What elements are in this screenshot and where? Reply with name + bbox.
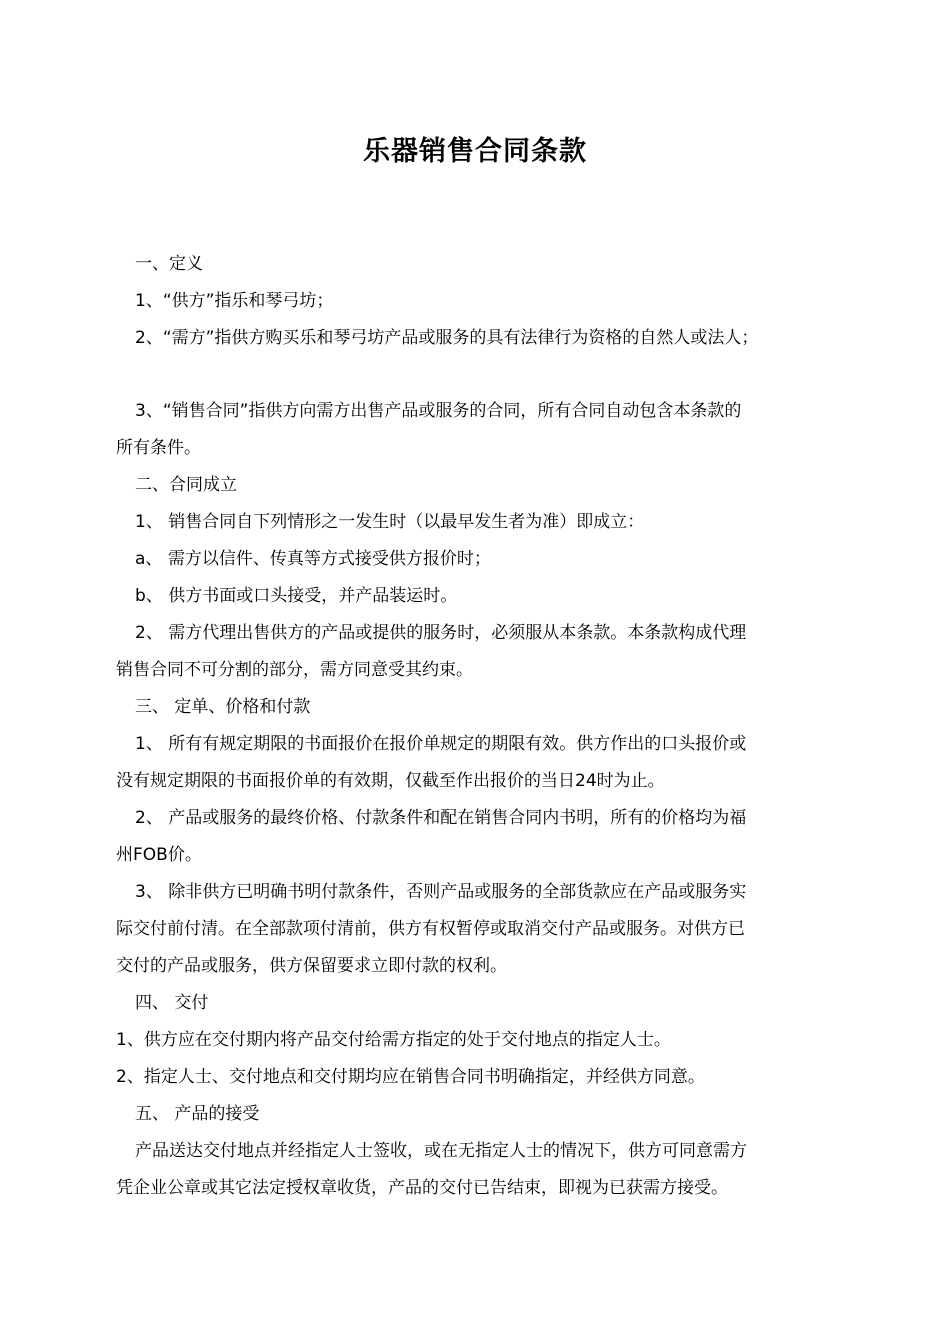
section-heading-orders-prices: 三、 定单、价格和付款	[135, 697, 311, 717]
paragraph-line: 3、“销售合同”指供方向需方出售产品或服务的合同，所有合同自动包含本条款的	[135, 401, 742, 421]
paragraph-line: 1、 销售合同自下列情形之一发生时（以最早发生者为准）即成立：	[135, 512, 645, 532]
paragraph-line: 1、 所有有规定期限的书面报价在报价单规定的期限有效。供方作出的口头报价或	[135, 734, 747, 754]
paragraph-line: 凭企业公章或其它法定授权章收货，产品的交付已告结束，即视为已获需方接受。	[116, 1178, 728, 1198]
paragraph-line: 州FOB价。	[116, 845, 202, 865]
document-title: 乐器销售合同条款	[363, 136, 587, 167]
section-heading-definitions: 一、定义	[135, 254, 203, 274]
document-body	[116, 246, 840, 1207]
paragraph-line: a、 需方以信件、传真等方式接受供方报价时；	[135, 549, 491, 569]
paragraph-line: 1、供方应在交付期内将产品交付给需方指定的处于交付地点的指定人士。	[116, 1030, 671, 1050]
paragraph-line: 产品送达交付地点并经指定人士签收，或在无指定人士的情况下，供方可同意需方	[135, 1141, 747, 1161]
section-heading-contract-formation: 二、合同成立	[135, 475, 237, 495]
paragraph-line: 2、“需方”指供方购买乐和琴弓坊产品或服务的具有法律行为资格的自然人或法人；	[135, 328, 759, 348]
paragraph-line: b、 供方书面或口头接受，并产品装运时。	[135, 586, 458, 606]
paragraph-line: 没有规定期限的书面报价单的有效期，仅截至作出报价的当日24时为止。	[116, 771, 665, 791]
paragraph-line: 2、指定人士、交付地点和交付期均应在销售合同书明确指定，并经供方同意。	[116, 1067, 705, 1087]
section-heading-delivery: 四、 交付	[135, 993, 209, 1013]
paragraph-line: 销售合同不可分割的部分，需方同意受其约束。	[116, 660, 473, 680]
paragraph-line: 2、 需方代理出售供方的产品或提供的服务时，必须服从本条款。本条款构成代理	[135, 623, 747, 643]
paragraph-line: 交付的产品或服务，供方保留要求立即付款的权利。	[116, 956, 507, 976]
paragraph-line: 所有条件。	[116, 438, 201, 458]
spacer	[116, 357, 840, 393]
paragraph-line: 2、 产品或服务的最终价格、付款条件和配在销售合同内书明，所有的价格均为福	[135, 808, 747, 828]
paragraph-line: 3、 除非供方已明确书明付款条件，否则产品或服务的全部货款应在产品或服务实	[135, 882, 747, 902]
section-heading-acceptance: 五、 产品的接受	[135, 1104, 260, 1124]
paragraph-line: 际交付前付清。在全部款项付清前，供方有权暂停或取消交付产品或服务。对供方已	[116, 919, 745, 939]
paragraph-line: 1、“供方”指乐和琴弓坊；	[135, 291, 334, 311]
